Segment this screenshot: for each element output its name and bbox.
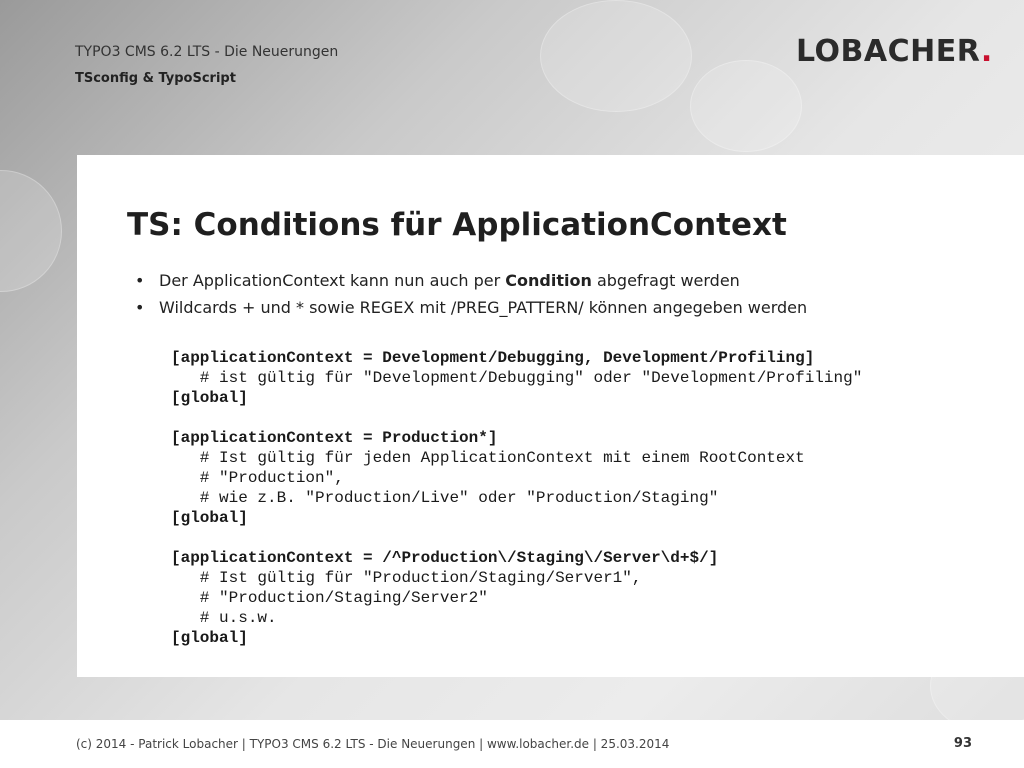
code-line: [global]: [171, 509, 248, 527]
code-block: [171, 348, 862, 648]
logo-dot: .: [980, 34, 993, 69]
code-line: # "Production",: [171, 469, 344, 487]
bullet-text: abgefragt werden: [591, 271, 740, 290]
bullet-text: Der ApplicationContext kann nun auch per: [159, 271, 506, 290]
code-line: # "Production/Staging/Server2": [171, 589, 488, 607]
code-line: # Ist gültig für jeden ApplicationContext mit einem RootContext: [171, 449, 805, 467]
bullet-dot-icon: •: [135, 298, 145, 317]
code-line: # wie z.B. "Production/Live" oder "Production/Staging": [171, 489, 719, 507]
bullet-list: [135, 267, 807, 321]
bullet-bold-text: Condition: [505, 271, 592, 290]
code-line: [applicationContext = /^Production\/Staging\/Server\d+$/]: [171, 549, 719, 567]
background-bokeh: [690, 60, 802, 152]
code-line: [global]: [171, 629, 248, 647]
section-title: TSconfig & TypoScript: [75, 71, 236, 86]
bullet-item: [135, 294, 807, 321]
slide-content-card: [77, 155, 1024, 677]
page-number: 93: [953, 736, 972, 751]
bullet-text: Wildcards + und * sowie REGEX mit /PREG_PATTERN/ können angegeben werden: [159, 298, 808, 317]
footer-text: (c) 2014 - Patrick Lobacher | TYPO3 CMS 6.2 LTS - Die Neuerungen | www.lobacher.de | 25.03.2014: [76, 737, 670, 751]
code-line: # ist gültig für "Development/Debugging" oder "Development/Profiling": [171, 369, 863, 387]
code-line: # u.s.w.: [171, 609, 277, 627]
logo-text: LOBACHER: [796, 34, 981, 69]
code-line: [global]: [171, 389, 248, 407]
bullet-item: [135, 267, 807, 294]
background-bokeh: [0, 170, 62, 292]
footer-bar: [0, 720, 1024, 768]
code-line: [applicationContext = Production*]: [171, 429, 498, 447]
bullet-dot-icon: •: [135, 271, 145, 290]
code-line: # Ist gültig für "Production/Staging/Server1",: [171, 569, 642, 587]
code-line: [applicationContext = Development/Debugging, Development/Profiling]: [171, 349, 815, 367]
slide-title: TS: Conditions für ApplicationContext: [127, 207, 787, 243]
lobacher-logo: [796, 34, 993, 69]
presentation-title: TYPO3 CMS 6.2 LTS - Die Neuerungen: [75, 44, 339, 60]
background-bokeh: [540, 0, 692, 112]
